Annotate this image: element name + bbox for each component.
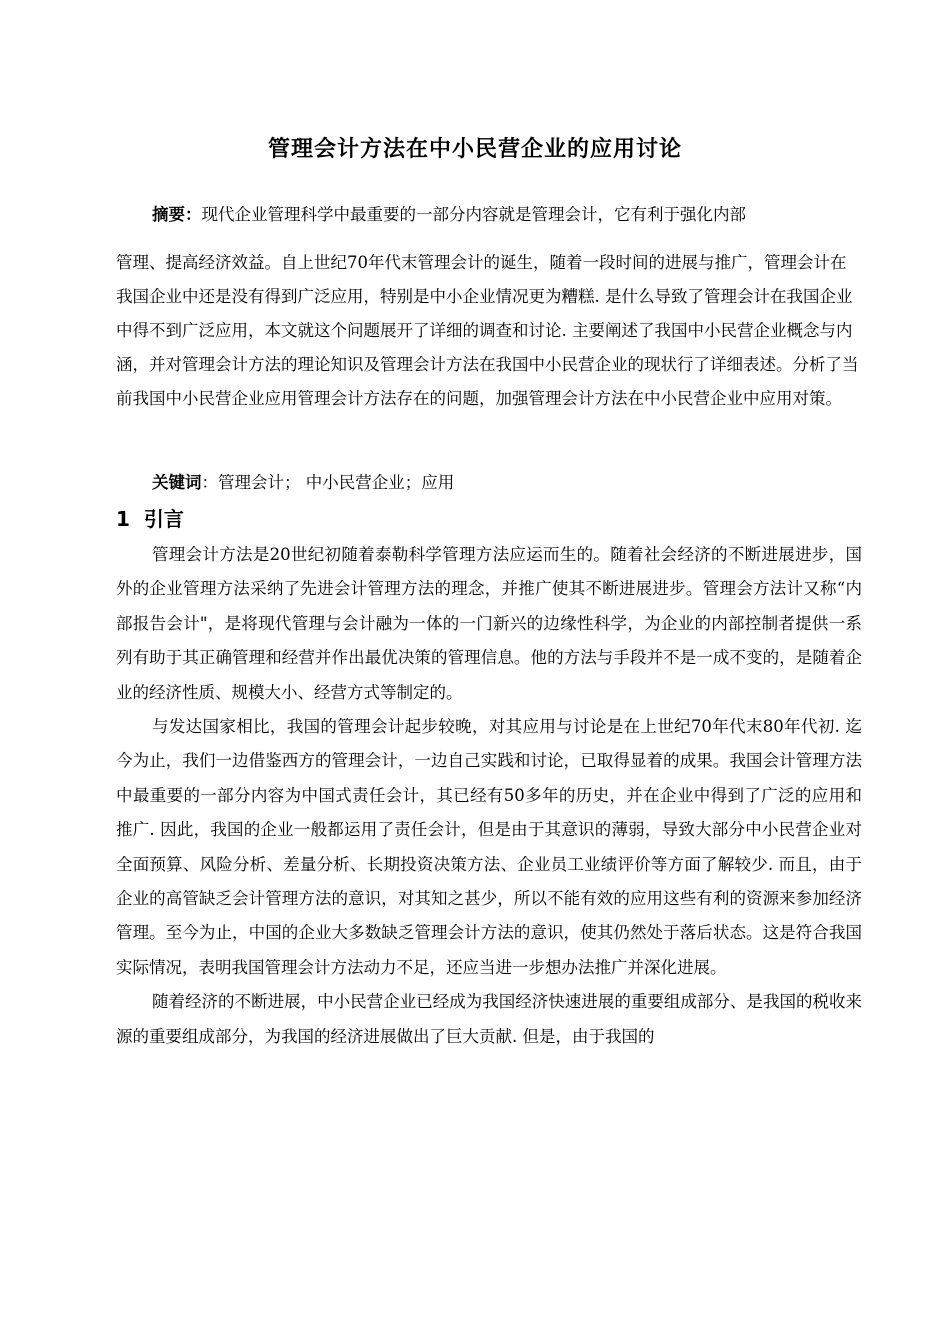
abstract <box>116 198 862 416</box>
body-paragraph: 随着经济的不断进展，中小民营企业已经成为我国经济快速进展的重要组成部分、是我国的税收来源的重要组成部分，为我国的经济进展做出了巨大贡献. 但是，由于我国的 <box>116 992 862 1046</box>
paper-title: 管理会计方法在中小民营企业的应用讨论 <box>267 137 682 162</box>
keywords-text: ：管理会计； 中小民营企业；应用 <box>201 473 455 492</box>
body-paragraph: 与发达国家相比，我国的管理会计起步较晚，对其应用与讨论是在上世纪70年代末80年代初. 迄今为止，我们一边借鉴西方的管理会计，一边自己实践和讨论，已取得显着的成果。我国会计管理方法中最重要的一部分内容为中国式责任会计，其已经有50多年的历史，并在企业中得到了广泛的应用和推广. 因此，我国的企业一般都运用了责任会计，但是由于其意识的薄弱，导致大部分中小民营企业对全面预算、风险分析、差量分析、长期投资决策方法、企业员工业绩评价等方面了解较少. 而且，由于企业的高管缺乏会计管理方法的意识，对其知之甚少，所以不能有效的应用这些有利的资源来参加经济管理。至今为止，中国的企业大多数缺乏管理会计方法的意识，使其仍然处于落后状态。这是符合我国实际情况，表明我国管理会计方法动力不足，还应当进一步想办法推广并深化进展。 <box>116 717 862 977</box>
section-number: 1 <box>116 507 130 531</box>
abstract-body: 管理、提高经济效益。自上世纪70年代末管理会计的诞生，随着一段时间的进展与推广，管理会计在我国企业中还是没有得到广泛应用，特别是中小企业情况更为糟糕. 是什么导致了管理会计在我国企业中得不到广泛应用，本文就这个问题展开了详细的调查和讨论. 主要阐述了我国中小民营企业概念与内涵，并对管理会计方法的理论知识及管理会计方法在我国中小民营企业的现状行了详细表述。分析了当前我国中小民营企业应用管理会计方法存在的问题，加强管理会计方法在中小民营企业中应用对策。 <box>116 253 859 408</box>
keywords <box>116 466 862 500</box>
section-body <box>116 538 862 1054</box>
abstract-first-text: 现代企业管理科学中最重要的一部分内容就是管理会计，它有利于强化内部 <box>201 205 746 224</box>
section-title: 引言 <box>143 507 184 531</box>
body-paragraph: 管理会计方法是20世纪初随着泰勒科学管理方法应运而生的。随着社会经济的不断进展进步，国外的企业管理方法采纳了先进会计管理方法的理念，并推广使其不断进展进步。管理会方法计又称“内部报告会计"，是将现代管理与会计融为一体的一门新兴的边缘性科学，为企业的内部控制者提供一系列有助于其正确管理和经营并作出最优决策的管理信息。他的方法与手段并不是一成不变的，是随着企业的经济性质、规模大小、经营方式等制定的。 <box>116 545 862 702</box>
abstract-first-line <box>116 198 862 232</box>
keywords-label: 关键词 <box>152 473 202 492</box>
section-heading <box>116 502 184 536</box>
abstract-label: 摘要： <box>152 205 202 224</box>
